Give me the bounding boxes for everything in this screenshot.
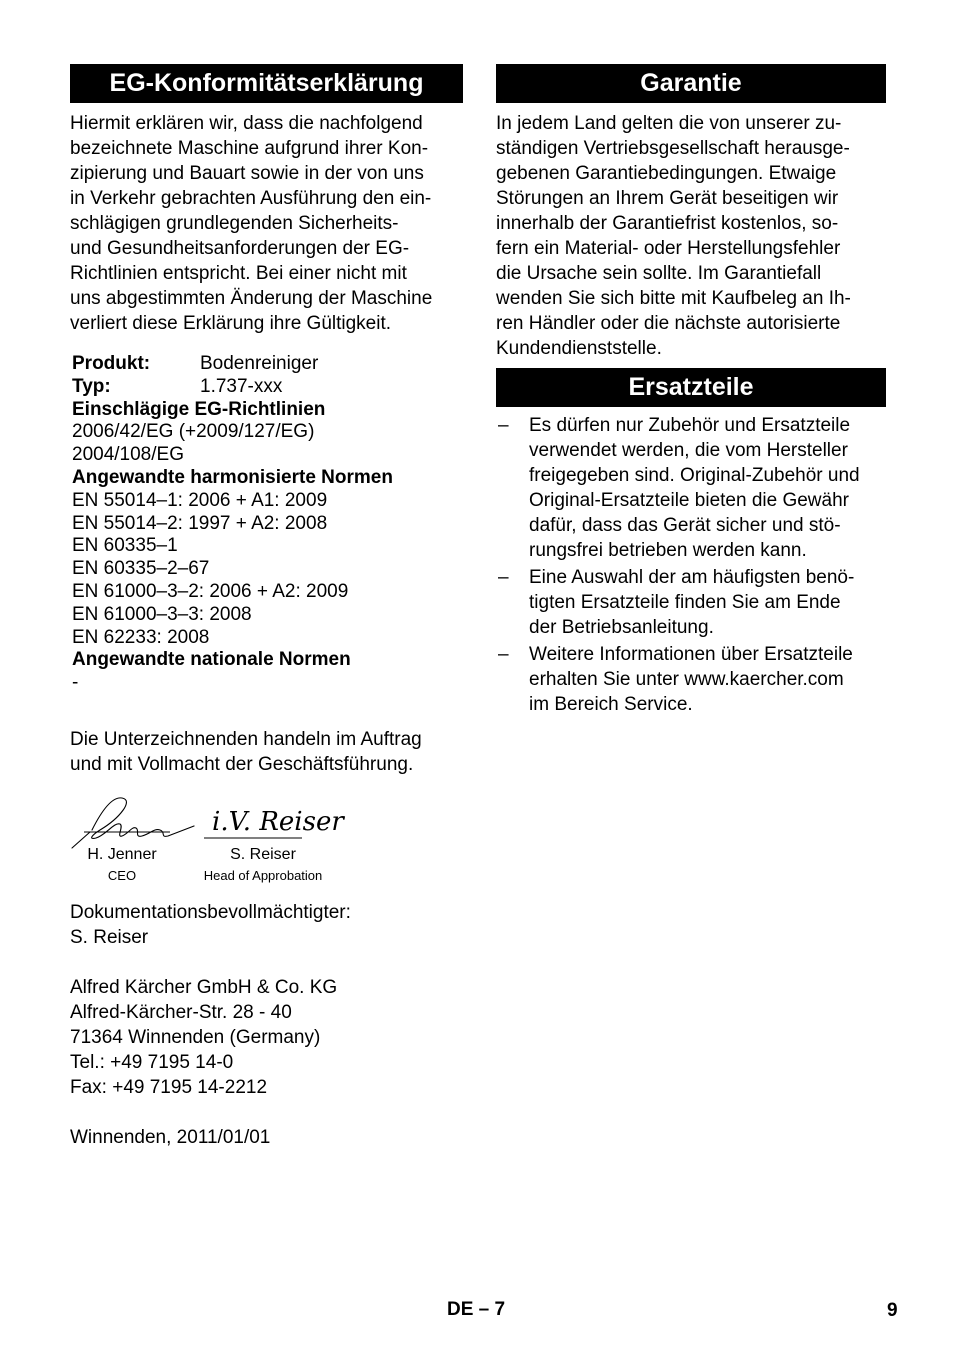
place-date: [70, 1125, 463, 1150]
signature-jenner: [70, 788, 174, 883]
product-label: Produkt:: [72, 353, 151, 374]
product-value: Bodenreiniger: [200, 353, 319, 374]
warranty-line: ständigen Vertriebsgesellschaft herausge-: [496, 138, 850, 159]
warranty-text: [496, 111, 886, 361]
type-value: 1.737-xxx: [200, 375, 283, 397]
warranty-line: gebenen Garantiebedingungen. Etwaige: [496, 163, 837, 184]
type-label: Typ:: [72, 375, 111, 397]
list-item: – Es dürfen nur Zubehör und Ersatzteile verwendet werden, die vom Hersteller freigegeben sind. Original-Zubehör und Original-Ersatzteile bieten die Gewähr dafür, dass das Gerät sicher und stö- rungsfrei betrieben werden kann.: [498, 415, 860, 561]
declaration-fields: [70, 353, 463, 695]
national-heading: Angewandte nationale Normen: [72, 649, 351, 671]
intro-line: verliert diese Erklärung ihre Gültigkeit.: [70, 313, 392, 334]
doc-rep-line: S. Reiser: [70, 926, 149, 948]
signatories-line: und mit Vollmacht der Geschäftsführung.: [70, 753, 414, 775]
signatory-role: CEO: [107, 867, 137, 883]
warranty-heading: Garantie: [496, 64, 886, 103]
address-line: Tel.: +49 7195 14-0: [70, 1051, 234, 1073]
page-number: 9: [887, 1300, 898, 1321]
address-line: Alfred-Kärcher-Str. 28 - 40: [70, 1001, 292, 1023]
doc-rep-line: Dokumentationsbevollmächtigter:: [70, 901, 351, 923]
spare-parts-heading: Ersatzteile: [496, 368, 886, 407]
signatories-line: Die Unterzeichnenden handeln im Auftrag: [70, 728, 422, 750]
signature-reiser: [198, 788, 344, 883]
signatory-name: H. Jenner: [87, 845, 157, 863]
dash-bullet: –: [498, 567, 509, 588]
signatory-name: S. Reiser: [230, 845, 296, 863]
harmonized-item: EN 55014–1: 2006 + A1: 2009: [72, 489, 328, 511]
intro-line: schlägigen grundlegenden Sicherheits-: [70, 213, 399, 234]
warranty-line: ren Händler oder die nächste autorisierte: [496, 313, 841, 334]
intro-line: und Gesundheitsanforderungen der EG-: [70, 238, 410, 259]
list-item: – Eine Auswahl der am häufigsten benö- tigten Ersatzteile finden Sie am Ende der Betriebsanleitung.: [498, 567, 855, 638]
intro-line: bezeichnete Maschine aufgrund ihrer Kon-: [70, 138, 429, 159]
handwritten-signature-reiser: [198, 788, 344, 850]
warranty-line: wenden Sie sich bitte mit Kaufbeleg an Ih-: [496, 288, 851, 309]
warranty-line: In jedem Land gelten die von unserer zu-: [496, 113, 842, 134]
declaration-heading: EG-Konformitätserklärung: [70, 64, 463, 103]
place-date-text: Winnenden, 2011/01/01: [70, 1126, 271, 1148]
harmonized-item: EN 62233: 2008: [72, 626, 210, 648]
directives-heading: Einschlägige EG-Richtlinien: [72, 398, 326, 420]
warranty-line: Störungen an Ihrem Gerät beseitigen wir: [496, 188, 839, 209]
warranty-line: die Ursache sein sollte. Im Garantiefall: [496, 263, 822, 284]
intro-line: Richtlinien entspricht. Bei einer nicht mit: [70, 263, 407, 284]
harmonized-item: EN 60335–1: [72, 535, 178, 557]
address-line: 71364 Winnenden (Germany): [70, 1026, 321, 1048]
harmonized-item: EN 61000–3–3: 2008: [72, 603, 252, 625]
harmonized-item: EN 55014–2: 1997 + A2: 2008: [72, 512, 328, 534]
warranty-line: innerhalb der Garantiefrist kostenlos, so-: [496, 213, 839, 234]
handwritten-signature-jenner: [70, 788, 198, 850]
harmonized-heading: Angewandte harmonisierte Normen: [72, 466, 393, 488]
list-item: – Weitere Informationen über Ersatzteile erhalten Sie unter www.kaercher.com im Bereich Service.: [498, 644, 853, 715]
declaration-intro: [70, 111, 463, 336]
directive-item: 2006/42/EG (+2009/127/EG): [72, 421, 315, 443]
product-row: [72, 353, 463, 376]
address-line: Fax: +49 7195 14-2212: [70, 1076, 268, 1098]
dash-bullet: –: [498, 644, 509, 665]
intro-line: Hiermit erklären wir, dass die nachfolgend: [70, 113, 423, 134]
signatories-text: [70, 727, 463, 777]
harmonized-item: EN 60335–2–67: [72, 558, 210, 580]
national-value: -: [72, 672, 79, 694]
documentation-representative: [70, 900, 463, 950]
harmonized-item: EN 61000–3–2: 2006 + A2: 2009: [72, 580, 349, 602]
signatures: [70, 788, 463, 900]
signatory-role: Head of Approbation: [203, 867, 323, 883]
intro-line: zipierung und Bauart sowie in der von uns: [70, 163, 424, 184]
address-line: Alfred Kärcher GmbH & Co. KG: [70, 976, 338, 998]
company-address: [70, 975, 463, 1100]
handwritten-script: i.V. Reiser: [212, 806, 344, 837]
warranty-line: fern ein Material- oder Herstellungsfehler: [496, 238, 841, 259]
intro-line: uns abgestimmten Änderung der Maschine: [70, 288, 433, 309]
intro-line: in Verkehr gebrachten Ausführung den ein-: [70, 188, 432, 209]
warranty-line: Kundendienststelle.: [496, 338, 662, 359]
section-page-label: DE – 7: [447, 1299, 506, 1320]
warranty-parts-column: [496, 64, 886, 719]
declaration-column: [70, 64, 463, 1150]
spare-parts-list: [496, 413, 886, 717]
type-row: [72, 376, 463, 399]
directive-item: 2004/108/EG: [72, 444, 184, 466]
dash-bullet: –: [498, 415, 509, 436]
